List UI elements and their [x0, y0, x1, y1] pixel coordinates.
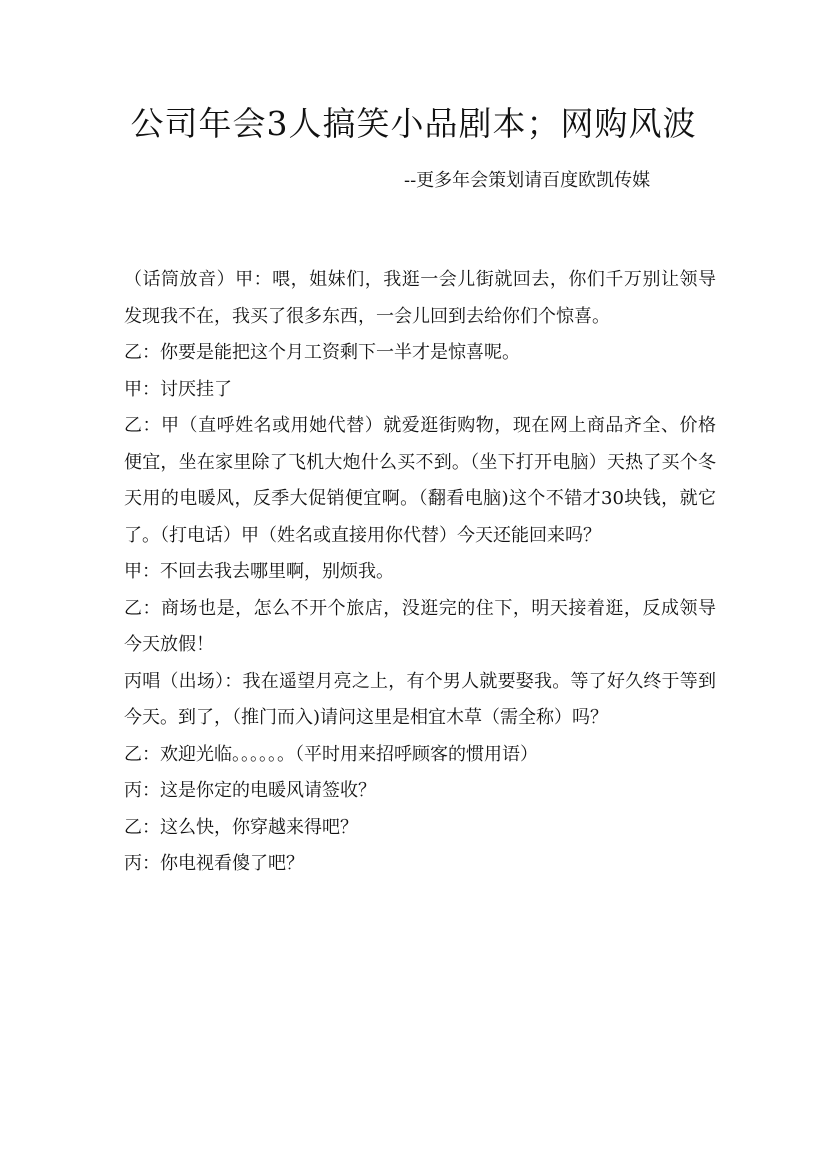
- script-paragraph: 乙：欢迎光临。。。。。。（平时用来招呼顾客的惯用语）: [124, 743, 538, 765]
- script-paragraph: 乙：商场也是，怎么不开个旅店，没逛完的住下，明天接着逛，反成领导今天放假！: [124, 597, 716, 655]
- script-paragraph: 甲：不回去我去哪里啊，别烦我。: [124, 561, 394, 582]
- script-paragraph: 丙：你电视看傻了吧？: [124, 853, 304, 874]
- document-title: 公司年会3人搞笑小品剧本；网购风波: [130, 104, 697, 143]
- script-paragraph: （话筒放音）甲：喂，姐妹们，我逛一会儿街就回去，你们千万别让领导发现我不在，我买了很多东西，一会儿回到去给你们个惊喜。: [124, 269, 716, 327]
- document-subtitle: --更多年会策划请百度欧凯传媒: [404, 170, 651, 191]
- script-paragraph: 乙：甲（直呼姓名或用她代替）就爱逛街购物，现在网上商品齐全、价格便宜，坐在家里除了飞机大炮什么买不到。（坐下打开电脑）天热了买个冬天用的电暖风，反季大促销便宜啊。（翻看电脑)这个不错才30块钱，就它了。（打电话）甲（姓名或直接用你代替）今天还能回来吗？: [124, 415, 716, 546]
- script-paragraph: 乙：你要是能把这个月工资剩下一半才是惊喜呢。: [124, 342, 520, 363]
- script-paragraph: 乙：这么快，你穿越来得吧？: [124, 816, 358, 838]
- script-body: [124, 262, 716, 883]
- script-paragraph: 丙：这是你定的电暖风请签收？: [124, 780, 376, 801]
- script-paragraph: 丙唱（出场）：我在遥望月亮之上，有个男人就要娶我。等了好久终于等到今天。到了，（推门而入)请问这里是相宜木草（需全称）吗？: [124, 670, 716, 728]
- script-paragraph: 甲：讨厌挂了: [124, 378, 232, 400]
